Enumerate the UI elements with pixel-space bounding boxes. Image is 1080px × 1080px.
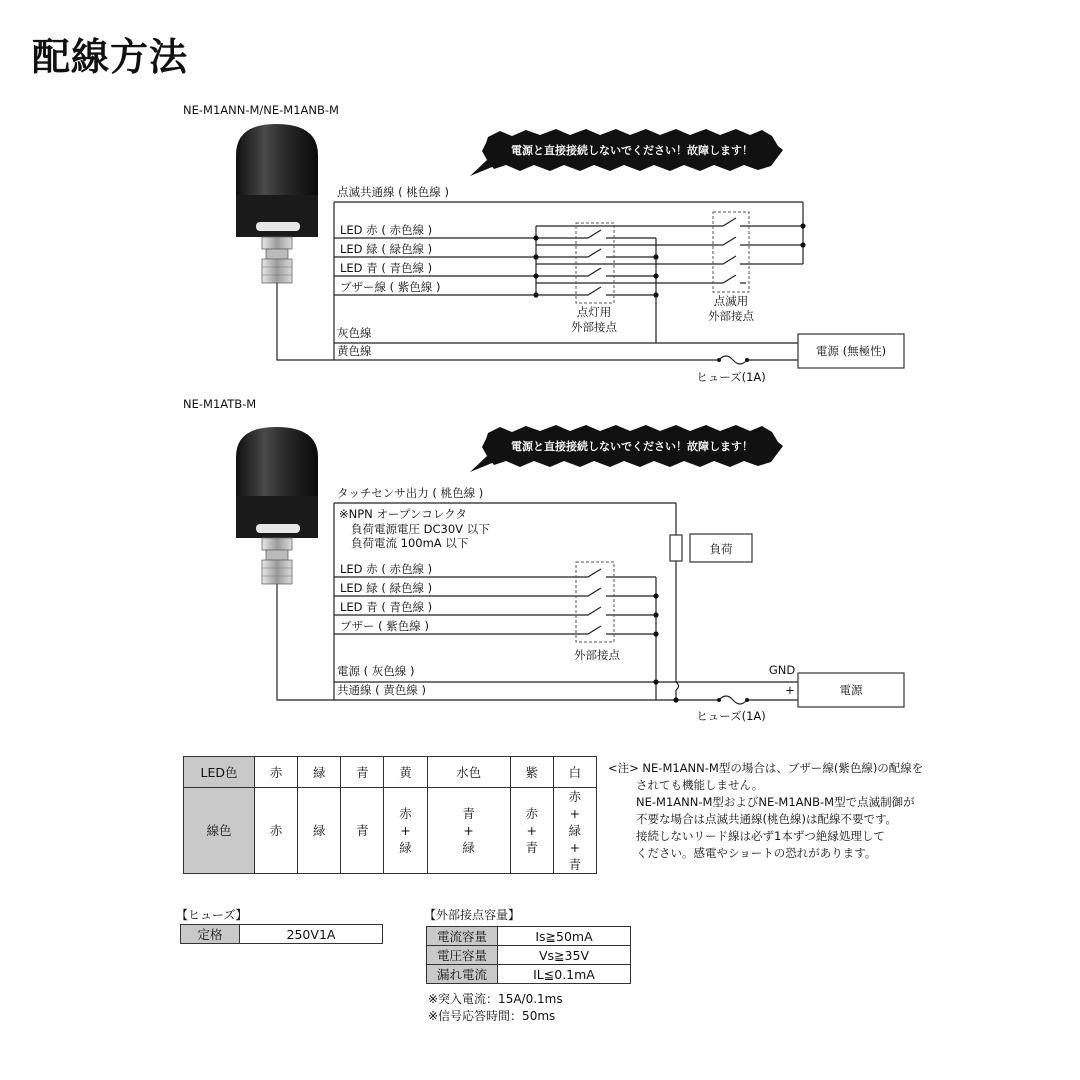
wire-color-cell: 赤 + 青 xyxy=(510,788,553,874)
led-color-table xyxy=(183,756,597,874)
led-color-cell: 緑 xyxy=(298,757,341,788)
wiring-note xyxy=(608,760,928,862)
lit-external-contacts xyxy=(576,223,614,303)
npn-note-line2: 負荷電源電圧 DC30V 以下 xyxy=(351,522,490,536)
led-color-cell: 白 xyxy=(553,757,596,788)
warning-text-1: 電源と直接接続しないでください！故障します！ xyxy=(511,144,753,157)
led-color-cell: 紫 xyxy=(510,757,553,788)
note-line: <注> NE-M1ANN-M型の場合は、ブザー線(紫色線)の配線を xyxy=(608,761,924,775)
contact-spec-title: 【外部接点容量】 xyxy=(424,908,521,922)
junction-dots-1 xyxy=(533,223,805,297)
led-color-cell: 水色 xyxy=(427,757,510,788)
wire-color-cell: 赤 + 緑 + 青 xyxy=(553,788,596,874)
footnote-response: ※信号応答時間：50ms xyxy=(428,1009,556,1023)
plus-label: + xyxy=(785,683,795,697)
gnd-label: GND xyxy=(768,663,796,677)
wire-color-cell: 赤 + 緑 xyxy=(384,788,427,874)
contact-spec-value: Is≧50mA xyxy=(498,927,631,946)
fuse-label-2: ヒューズ(1A) xyxy=(696,709,766,723)
lit-contact-label-line1: 点灯用 xyxy=(576,305,612,319)
led-color-cell: 青 xyxy=(341,757,384,788)
signal-light-device-2 xyxy=(236,427,318,584)
wire-label-buzzer-1: ブザー線 ( 紫色線 ) xyxy=(340,280,441,294)
load-label: 負荷 xyxy=(709,542,733,556)
led-color-cell: 赤 xyxy=(255,757,298,788)
power-wire-label-2: 電源 ( 灰色線 ) xyxy=(337,664,415,678)
wire-label-buzzer-2: ブザー ( 紫色線 ) xyxy=(340,619,429,633)
blink-contact-label-line1: 点滅用 xyxy=(713,294,749,308)
wire-color-cell: 青 xyxy=(341,788,384,874)
lit-contact-label-line2: 外部接点 xyxy=(571,320,617,334)
wire-color-header: 線色 xyxy=(184,788,255,874)
diagram2-model-label: NE-M1ATB-M xyxy=(183,397,257,411)
wire-label-led-blue-2: LED 青 ( 青色線 ) xyxy=(340,600,433,614)
blink-contact-label-line2: 外部接点 xyxy=(708,309,754,323)
contact-spec-value: IL≦0.1mA xyxy=(498,965,631,984)
wire-label-led-red-1: LED 赤 ( 赤色線 ) xyxy=(340,223,433,237)
contact-spec-table xyxy=(426,926,631,984)
diagram1-model-label: NE-M1ANN-M/NE-M1ANB-M xyxy=(183,103,339,117)
wire-label-led-green-1: LED 緑 ( 緑色線 ) xyxy=(340,242,433,256)
note-line: されても機能しません。 xyxy=(636,778,764,792)
blink-common-wire-label: 点滅共通線 ( 桃色線 ) xyxy=(337,185,449,199)
signal-light-device-1 xyxy=(236,124,318,283)
warning-banner-2 xyxy=(470,425,783,472)
contact-spec-label: 電圧容量 xyxy=(427,946,498,965)
contact-spec-label: 電流容量 xyxy=(427,927,498,946)
external-contact-label-2: 外部接点 xyxy=(574,648,620,662)
warning-banner-1 xyxy=(470,129,783,176)
page-title: 配線方法 xyxy=(32,35,189,79)
wire-color-cell: 緑 xyxy=(298,788,341,874)
npn-note-line1: ※NPN オープンコレクタ xyxy=(339,507,467,521)
contact-spec-label: 漏れ電流 xyxy=(427,965,498,984)
blink-external-contacts xyxy=(713,212,749,292)
led-color-header: LED色 xyxy=(184,757,255,788)
note-line: 接続しないリード線は必ず1本ずつ絶縁処理して xyxy=(636,829,885,843)
load-resistor xyxy=(670,535,682,561)
fuse-spec-title: 【ヒューズ】 xyxy=(176,908,248,922)
power-box-2-label: 電源 xyxy=(839,683,863,697)
junction-dots-2 xyxy=(653,593,678,702)
led-color-cell: 黄 xyxy=(384,757,427,788)
fuse-symbol-2 xyxy=(717,695,749,705)
contact-spec-value: Vs≧35V xyxy=(498,946,631,965)
note-line: ください。感電やショートの恐れがあります。 xyxy=(636,846,877,860)
wire-color-cell: 青 + 緑 xyxy=(427,788,510,874)
power-box-1-label: 電源 (無極性) xyxy=(815,344,887,358)
fuse-symbol-1 xyxy=(717,355,749,365)
fuse-spec-table xyxy=(180,924,383,944)
wire-color-cell: 赤 xyxy=(255,788,298,874)
note-line: 不要な場合は点滅共通線(桃色線)は配線不要です。 xyxy=(636,812,898,826)
sensor-output-label: タッチセンサ出力 ( 桃色線 ) xyxy=(337,486,484,500)
fuse-label-1: ヒューズ(1A) xyxy=(696,370,766,384)
wire-label-led-green-2: LED 緑 ( 緑色線 ) xyxy=(340,581,433,595)
wire-label-led-red-2: LED 赤 ( 赤色線 ) xyxy=(340,562,433,576)
external-contacts-2 xyxy=(576,562,614,642)
warning-text-2: 電源と直接接続しないでください！故障します！ xyxy=(511,440,753,453)
fuse-rating-label: 定格 xyxy=(181,925,240,944)
yellow-wire-label-1: 黄色線 xyxy=(337,344,372,358)
gray-wire-label-1: 灰色線 xyxy=(337,326,372,340)
wire-label-led-blue-1: LED 青 ( 青色線 ) xyxy=(340,261,433,275)
footnote-inrush: ※突入電流：15A/0.1ms xyxy=(428,992,563,1006)
fuse-rating-value: 250V1A xyxy=(240,925,383,944)
note-line: NE-M1ANN-M型およびNE-M1ANB-M型で点滅制御が xyxy=(636,795,915,809)
npn-note-line3: 負荷電流 100mA 以下 xyxy=(351,536,469,550)
common-wire-label-2: 共通線 ( 黄色線 ) xyxy=(337,683,426,697)
